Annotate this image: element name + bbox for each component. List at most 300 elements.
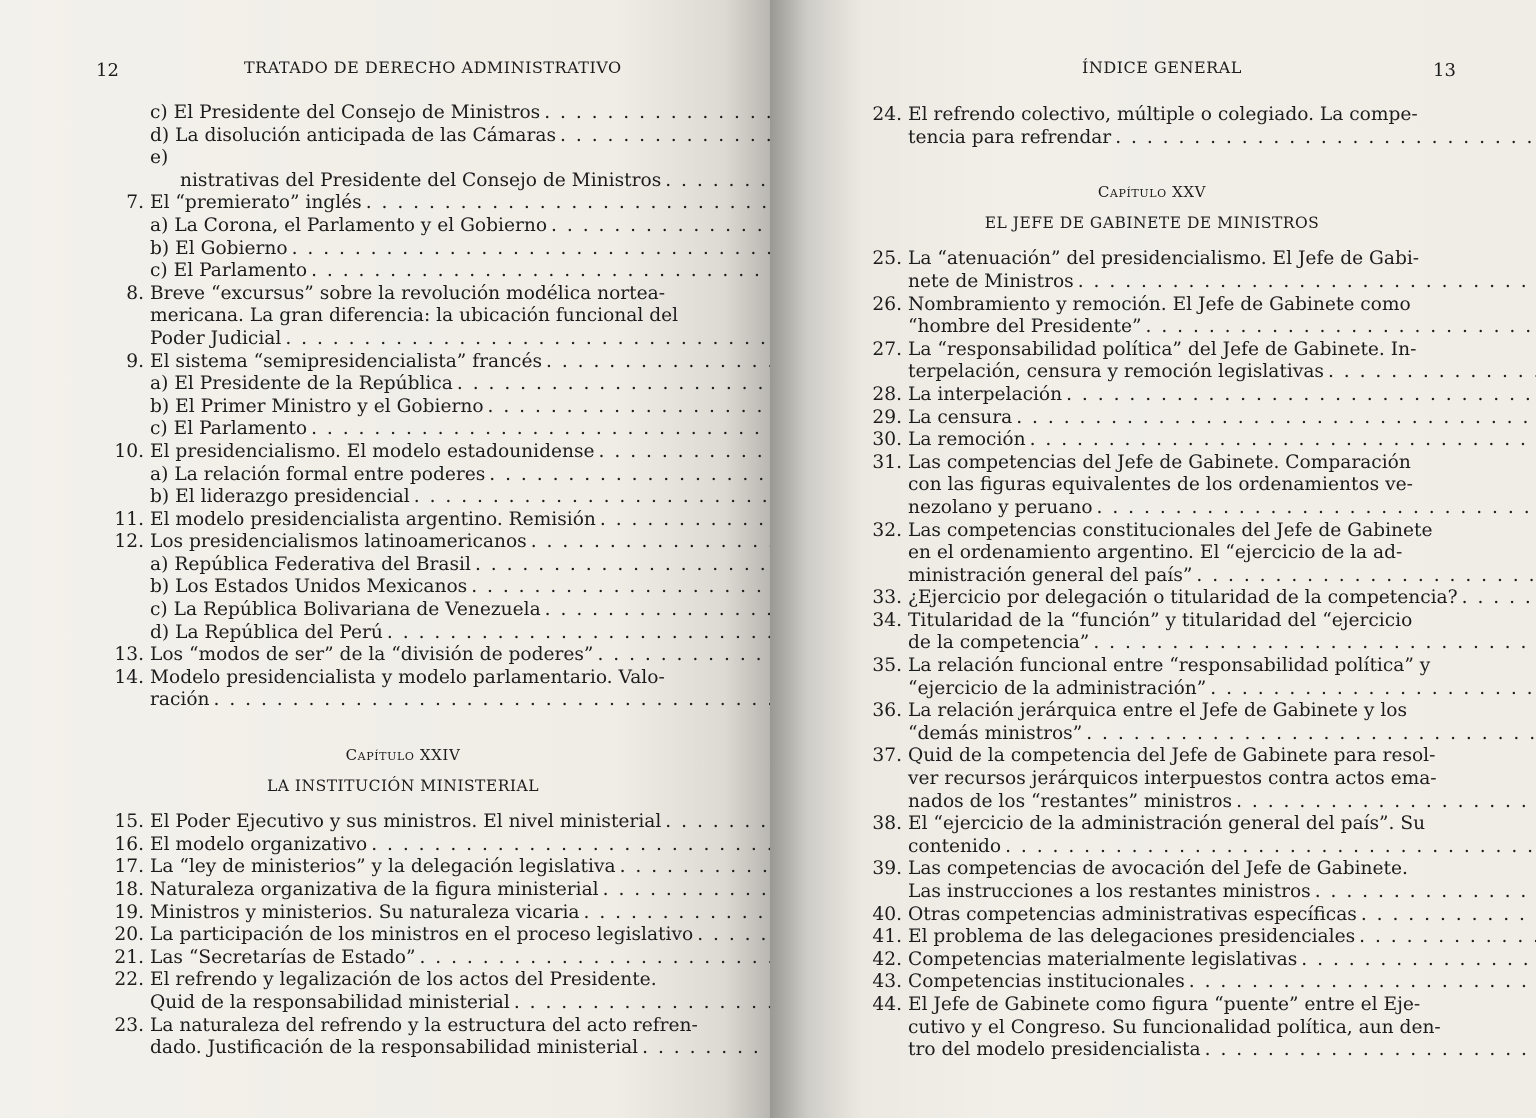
leader-dots [488, 396, 770, 419]
entry-line [908, 813, 1536, 836]
entry-text: Breve “excursus” sobre la revolución modélica nortea- [150, 282, 665, 304]
entry-line [908, 587, 1536, 610]
subentry-letter: a) [150, 373, 169, 395]
entry-body [150, 1015, 770, 1060]
entry-body [150, 351, 770, 374]
entry-body [908, 904, 1536, 927]
entry-line [908, 271, 1536, 294]
entry-number: 23. [114, 1014, 144, 1036]
entry-line [150, 486, 770, 509]
entry-body [150, 125, 770, 148]
entry-text: ver recursos jerárquicos interpuestos contra actos ema- [908, 768, 1437, 790]
entry-line [908, 542, 1536, 565]
entry-text: Los “modos de ser” de la “división de poderes” [150, 644, 594, 666]
leader-dots [414, 486, 770, 509]
entry-number: 36. [872, 700, 902, 722]
entry-text: cutivo y el Congreso. Su funcionalidad política, aun den- [908, 1016, 1441, 1038]
entry-text: terpelación, censura y remoción legislativas [908, 361, 1324, 383]
toc-entry [862, 384, 1442, 407]
entry-text: dado. Justificación de la responsabilidad ministerial [150, 1037, 639, 1059]
leader-dots [1078, 271, 1536, 294]
toc-entry [862, 926, 1442, 949]
toc-entry [104, 924, 702, 947]
leader-dots [1005, 836, 1536, 859]
entry-line [908, 700, 1536, 723]
entry-line [150, 576, 770, 599]
leader-dots [597, 644, 770, 667]
entry-number: 27. [872, 338, 902, 360]
entry-body [150, 969, 770, 1014]
entry-number: 31. [872, 451, 902, 473]
entry-text: mericana. La gran diferencia: la ubicación funcional del [150, 305, 679, 327]
entry-line [908, 632, 1536, 655]
leader-dots [1016, 407, 1536, 430]
entry-body [908, 949, 1536, 972]
entry-number: 21. [114, 946, 144, 968]
entry-number: 43. [872, 971, 902, 993]
entry-number: 32. [872, 519, 902, 541]
leader-dots [471, 576, 770, 599]
toc-entry [104, 531, 702, 554]
entry-number: 16. [114, 833, 144, 855]
entry-text: La disolución anticipada de las Cámaras [175, 124, 557, 146]
entry-body [908, 407, 1536, 430]
leader-dots [1315, 881, 1536, 904]
entry-number [104, 215, 150, 238]
toc-entry [104, 879, 702, 902]
entry-text: Poder Judicial [150, 327, 282, 349]
entry-line [908, 610, 1536, 633]
toc-entry [104, 947, 702, 970]
entry-line [150, 396, 770, 419]
entry-body [908, 610, 1536, 655]
toc-entry [862, 520, 1442, 588]
toc-entry [104, 351, 702, 374]
entry-body [150, 576, 770, 599]
entry-line [150, 215, 770, 238]
entry-text: Modelo presidencialista y modelo parlamentario. Valo- [150, 666, 665, 688]
leader-dots [1146, 316, 1536, 339]
entry-line [908, 791, 1536, 814]
toc-entry [104, 811, 702, 834]
leader-dots [599, 441, 770, 464]
entry-number [104, 102, 150, 125]
entry-line [150, 667, 770, 690]
toc-entry [862, 452, 1442, 520]
entry-body [150, 283, 770, 351]
subentry-letter: c) [150, 260, 168, 282]
entry-text: La “atenuación” del presidencialismo. El Jefe de Gabi- [908, 248, 1420, 270]
entry-number [104, 147, 150, 192]
entry-number: 19. [114, 901, 144, 923]
entry-line [908, 949, 1536, 972]
entry-number [104, 373, 150, 396]
entry-line [150, 351, 770, 374]
entry-text: ministración general del país” [908, 564, 1193, 586]
toc-entry [104, 418, 702, 441]
entry-text: El Presidente del Consejo de Ministros [173, 102, 541, 123]
entry-line [908, 881, 1536, 904]
entry-number: 40. [872, 903, 902, 925]
leader-dots [560, 125, 770, 148]
entry-text: Ministros y ministerios. Su naturaleza vicaria [150, 901, 580, 923]
entry-text: tro del modelo presidencialista [908, 1039, 1201, 1061]
chapter-heading [862, 181, 1442, 234]
leader-dots [214, 689, 770, 712]
entry-body [150, 531, 770, 554]
entry-line [908, 994, 1536, 1017]
entry-body [150, 396, 770, 419]
entry-line [150, 238, 770, 261]
entry-text: ración [150, 689, 210, 711]
entry-text: La relación formal entre poderes [174, 463, 486, 485]
entry-line [150, 811, 770, 834]
entry-line [150, 599, 770, 622]
entry-line [908, 836, 1536, 859]
entry-number: 42. [872, 948, 902, 970]
leader-dots [600, 509, 770, 532]
toc-entry [862, 339, 1442, 384]
entry-line [150, 192, 770, 215]
entry-text: El “ejercicio de la administración general del país”. Su [908, 813, 1426, 835]
entry-body [150, 644, 770, 667]
leader-dots [285, 328, 770, 351]
entry-text: Titularidad de la “función” y titularidad del “ejercicio [908, 609, 1413, 631]
entry-text: La República Bolivariana de Venezuela [173, 599, 541, 621]
entry-number: 17. [114, 856, 144, 878]
entry-body [908, 926, 1536, 949]
entry-line [150, 879, 770, 902]
right-page [770, 0, 1536, 1118]
entry-text: Las competencias del Jefe de Gabinete. Comparación [908, 451, 1411, 473]
entry-line [908, 474, 1536, 497]
entry-number: 28. [872, 383, 902, 405]
entry-line [908, 904, 1536, 927]
leader-dots [489, 464, 770, 487]
toc-entry [104, 260, 702, 283]
entry-text: Competencias institucionales [908, 971, 1185, 993]
entry-number: 39. [872, 858, 902, 880]
entry-text: Las competencias de avocación del Jefe de Gabinete. [908, 858, 1408, 880]
entry-text: La relación funcional entre “responsabilidad política” y [908, 655, 1431, 677]
entry-text: Nombramiento y remoción. El Jefe de Gabinete como [908, 293, 1411, 315]
entry-line [908, 745, 1536, 768]
entry-line [908, 104, 1536, 127]
entry-number: 18. [114, 879, 144, 900]
entry-body [150, 464, 770, 487]
toc-entry [104, 969, 702, 1014]
toc-entry [104, 599, 702, 622]
entry-text: La “ley de ministerios” y la delegación legislativa [150, 856, 616, 878]
entry-body [150, 509, 770, 532]
entry-line [150, 373, 770, 396]
entry-text: El Presidente de la República [174, 373, 453, 395]
toc-entry [862, 407, 1442, 430]
entry-text: La participación de los ministros en el proceso legislativo [150, 924, 694, 946]
entry-text: La Corona, el Parlamento y el Gobierno [174, 214, 548, 236]
leader-dots [531, 531, 770, 554]
leader-dots [1097, 497, 1536, 520]
entry-body [150, 260, 770, 283]
entry-line [150, 125, 770, 148]
entry-text: El refrendo colectivo, múltiple o colegiado. La compe- [908, 104, 1418, 125]
entry-body [908, 994, 1536, 1062]
entry-text: Otras competencias administrativas específicas [908, 903, 1357, 925]
entry-text: nete de Ministros [908, 270, 1074, 292]
leader-dots [1210, 678, 1536, 701]
toc-entry [104, 238, 702, 261]
entry-text: con las figuras equivalentes de los ordenamientos ve- [908, 474, 1413, 496]
leader-dots [514, 992, 770, 1015]
entry-text: nistrativas del Presidente del Consejo de Ministros [180, 169, 662, 191]
entry-text: “hombre del Presidente” [908, 316, 1142, 338]
toc-entry [862, 745, 1442, 813]
entry-text: La remoción [908, 429, 1026, 451]
leader-dots [311, 260, 770, 283]
entry-body [908, 520, 1536, 588]
entry-body [908, 339, 1536, 384]
entry-line [908, 452, 1536, 475]
entry-body [908, 384, 1536, 407]
entry-number: 35. [872, 655, 902, 677]
entry-number [104, 576, 150, 599]
entry-text: El modelo organizativo [150, 833, 368, 855]
leader-dots [603, 879, 770, 902]
toc-entry [104, 834, 702, 857]
entry-text: El problema de las delegaciones presidenciales [908, 926, 1356, 948]
leader-dots [1086, 723, 1536, 746]
entry-number [104, 238, 150, 261]
subentry-letter: d) [150, 124, 170, 146]
entry-line [150, 441, 770, 464]
toc-entry [104, 373, 702, 396]
entry-text: tencia para refrendar [908, 126, 1112, 148]
leader-dots [1328, 361, 1536, 384]
toc-entry [862, 904, 1442, 927]
entry-text: “ejercicio de la administración” [908, 677, 1207, 699]
entry-line [908, 316, 1536, 339]
entry-body [908, 104, 1536, 149]
toc-entry [862, 700, 1442, 745]
leader-dots [546, 351, 770, 374]
entry-text: Competencias materialmente legislativas [908, 948, 1298, 970]
entry-text: El liderazgo presidencial [175, 486, 410, 508]
leader-dots [545, 599, 770, 622]
entry-number: 44. [872, 993, 902, 1015]
entry-number: 14. [114, 666, 144, 688]
toc-entry [862, 610, 1442, 655]
chapter-label: Capítulo XXIV [345, 746, 461, 765]
entry-body [908, 700, 1536, 745]
leader-dots [1301, 949, 1536, 972]
entry-body [150, 486, 770, 509]
entry-text: El Parlamento [173, 260, 308, 282]
leader-dots [1205, 1039, 1536, 1062]
entry-number: 11. [114, 508, 144, 530]
toc-entry [104, 622, 702, 645]
entry-body [908, 858, 1536, 903]
entry-text: contenido [908, 835, 1002, 857]
entry-line [150, 305, 770, 328]
entry-body [150, 947, 770, 970]
entry-number [104, 554, 150, 577]
toc-list [104, 811, 702, 1060]
toc-entry [104, 554, 702, 577]
entry-number: 41. [872, 926, 902, 948]
entry-text: La República del Perú [175, 621, 383, 643]
subentry-letter: a) [150, 463, 169, 485]
entry-body [150, 238, 770, 261]
entry-line [150, 856, 770, 879]
entry-number: 13. [114, 644, 144, 666]
entry-line [150, 992, 770, 1015]
entry-line [908, 858, 1536, 881]
leader-dots [419, 947, 770, 970]
entry-text: El Gobierno [175, 237, 288, 259]
subentry-letter: b) [150, 576, 170, 598]
entry-line [150, 509, 770, 532]
entry-text: El Poder Ejecutivo y sus ministros. El nivel ministerial [150, 811, 662, 833]
toc-entry [104, 147, 702, 192]
entry-line [908, 407, 1536, 430]
entry-text: Los presidencialismos latinoamericanos [150, 531, 527, 553]
entry-line [908, 678, 1536, 701]
toc-entry [104, 856, 702, 879]
entry-body [150, 215, 770, 238]
entry-text: República Federativa del Brasil [174, 553, 471, 575]
entry-number [104, 486, 150, 509]
toc-entry [104, 644, 702, 667]
subentry-letter: c) [150, 599, 168, 621]
entry-body [150, 856, 770, 879]
entry-line [150, 834, 770, 857]
entry-body [908, 429, 1536, 452]
entry-line [908, 1017, 1536, 1040]
entry-text: El Parlamento [173, 418, 308, 440]
entry-body [150, 192, 770, 215]
toc-entry [862, 655, 1442, 700]
entry-line [150, 260, 770, 283]
entry-number [104, 396, 150, 419]
entry-line [908, 520, 1536, 543]
entry-line [908, 127, 1536, 150]
toc-list [862, 248, 1458, 1061]
entry-line [150, 328, 770, 351]
entry-line [150, 418, 770, 441]
entry-text: nezolano y peruano [908, 496, 1093, 518]
toc-entry [862, 104, 1442, 149]
entry-text: de la competencia” [908, 632, 1090, 654]
entry-line [908, 926, 1536, 949]
entry-body [150, 811, 770, 834]
entry-number: 34. [872, 609, 902, 631]
subentry-letter: c) [150, 102, 168, 123]
subentry-letter: e) [150, 147, 169, 169]
entry-line [150, 644, 770, 667]
toc-entry [104, 902, 702, 925]
entry-text: “demás ministros” [908, 722, 1083, 744]
toc-entry [862, 949, 1442, 972]
subentry-letter: b) [150, 486, 170, 508]
entry-line [908, 1039, 1536, 1062]
entry-body [150, 554, 770, 577]
entry-line [908, 723, 1536, 746]
leader-dots [457, 373, 770, 396]
leader-dots [1462, 587, 1536, 610]
leader-dots [292, 238, 770, 261]
entry-number [104, 418, 150, 441]
entry-text: El presidencialismo. El modelo estadounidense [150, 440, 595, 462]
toc-entry [104, 125, 702, 148]
toc-entry [862, 587, 1458, 610]
entry-line [908, 768, 1536, 791]
entry-number: 22. [114, 969, 144, 991]
entry-number [104, 599, 150, 622]
entry-text: La “responsabilidad política” del Jefe de Gabinete. In- [908, 338, 1417, 360]
entry-number: 9. [126, 350, 144, 372]
entry-body [908, 452, 1536, 520]
entry-text: El Primer Ministro y el Gobierno [175, 395, 484, 417]
toc-entry [104, 509, 702, 532]
subentry-letter: d) [150, 621, 170, 643]
page-number: 12 [96, 60, 119, 81]
entry-body [150, 147, 770, 192]
entry-number: 24. [872, 104, 902, 125]
leader-dots [387, 622, 770, 645]
entry-line [908, 497, 1536, 520]
toc-entry [104, 102, 702, 125]
entry-body [150, 102, 770, 125]
leader-dots [1359, 926, 1536, 949]
leader-dots [366, 192, 770, 215]
leader-dots [1361, 904, 1536, 927]
entry-line [150, 924, 770, 947]
entry-line [908, 971, 1536, 994]
entry-line [908, 384, 1536, 407]
entry-text: Los Estados Unidos Mexicanos [175, 576, 468, 598]
entry-text: Naturaleza organizativa de la figura ministerial [150, 879, 599, 900]
entry-line [150, 969, 770, 992]
entry-text: La naturaleza del refrendo y la estructura del acto refren- [150, 1014, 698, 1036]
toc-entry [862, 813, 1442, 858]
chapter-title: LA INSTITUCIÓN MINISTERIAL [267, 776, 539, 795]
entry-text: La censura [908, 406, 1013, 428]
entry-line [150, 622, 770, 645]
entry-number [104, 125, 150, 148]
leader-dots [620, 856, 770, 879]
entry-number: 20. [114, 924, 144, 946]
entry-text: El refrendo y legalización de los actos del Presidente. [150, 969, 657, 991]
toc-entry [104, 441, 702, 464]
entry-line [150, 689, 770, 712]
entry-line [150, 102, 770, 125]
toc-entry [104, 464, 702, 487]
entry-line [150, 170, 770, 193]
leader-dots [584, 902, 771, 925]
entry-number: 38. [872, 813, 902, 835]
entry-number: 12. [114, 531, 144, 553]
entry-body [908, 655, 1536, 700]
entry-number: 37. [872, 745, 902, 767]
entry-text: en el ordenamiento argentino. El “ejercicio de la ad- [908, 542, 1403, 564]
subentry-letter: c) [150, 418, 168, 440]
entry-text: El “premierato” inglés [150, 192, 362, 214]
entry-number: 26. [872, 293, 902, 315]
entry-body [150, 924, 770, 947]
entry-line [908, 565, 1536, 588]
leader-dots [1030, 429, 1536, 452]
entry-line [150, 283, 770, 306]
